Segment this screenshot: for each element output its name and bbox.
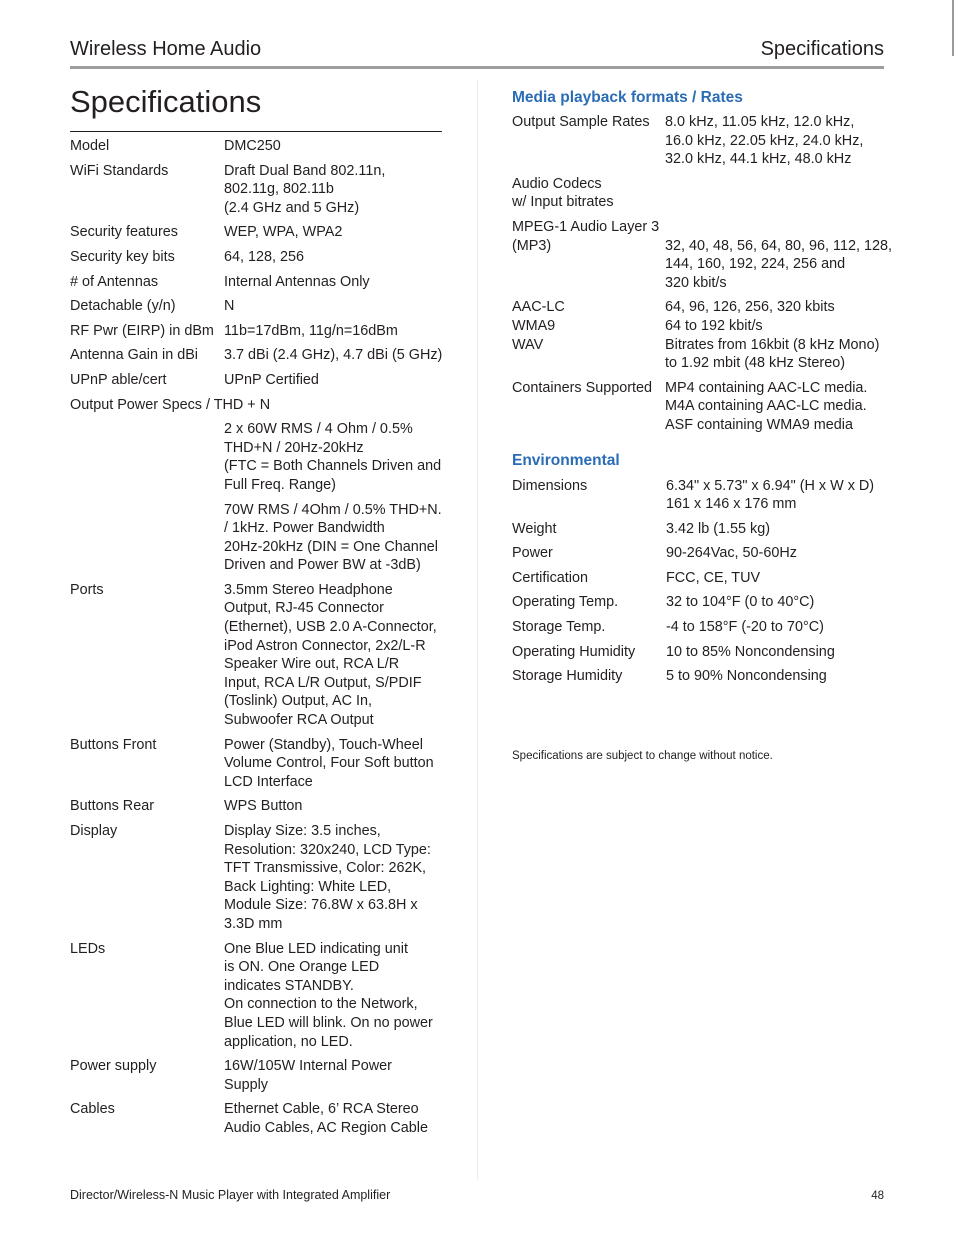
spec-row (70, 223, 450, 248)
spec-value-line: Input, RCA L/R Output, S/PDIF (224, 674, 422, 691)
spec-label: Buttons Front (70, 736, 157, 753)
spec-value-line: DMC250 (224, 138, 281, 154)
spec-value-line: Output, RJ-45 Connector (224, 600, 384, 617)
spec-label-line: WMA9 (512, 317, 556, 334)
environmental-section-heading: Environmental (512, 451, 620, 469)
spec-row (70, 346, 450, 371)
spec-value-line: 64 to 192 kbit/s (665, 317, 763, 334)
spec-label-line: Output Sample Rates (512, 114, 650, 130)
spec-value (224, 736, 450, 798)
spec-value (666, 569, 892, 594)
spec-row (70, 822, 450, 940)
spec-value-line: 16W/105W Internal Power (224, 1058, 392, 1075)
spec-value (224, 137, 450, 162)
spec-value-line: to 1.92 mbit (48 kHz Stereo) (665, 355, 845, 372)
spec-row (512, 643, 892, 668)
spec-value-line: WEP, WPA, WPA2 (224, 224, 343, 241)
spec-row (512, 477, 892, 520)
spec-value-line: THD+N / 20Hz-20kHz (224, 439, 364, 456)
spec-row (512, 113, 892, 175)
spec-row (512, 379, 892, 441)
spec-row (70, 940, 450, 1058)
spec-label (512, 667, 666, 692)
spec-value-line: Display Size: 3.5 inches, (224, 823, 381, 839)
spec-value-line: Internal Antennas Only (224, 273, 370, 290)
spec-label: Antenna Gain in dBi (70, 347, 199, 364)
spec-value-line: Bitrates from 16kbit (8 kHz Mono) (665, 336, 880, 353)
spec-value-line: 32.0 kHz, 44.1 kHz, 48.0 kHz (665, 151, 852, 168)
spec-row (70, 1057, 450, 1100)
spec-value-line: 32 to 104°F (0 to 40°C) (666, 594, 815, 611)
header-section-title: Wireless Home Audio (70, 38, 262, 60)
spec-value (224, 1057, 450, 1100)
spec-value (224, 162, 450, 224)
spec-value-line: 16.0 kHz, 22.05 kHz, 24.0 kHz, (665, 132, 864, 149)
spec-row (512, 175, 892, 218)
spec-value (224, 581, 450, 736)
spec-label: Ports (70, 581, 104, 598)
spec-value-line: 64, 96, 126, 256, 320 kbits (665, 299, 835, 316)
media-table (512, 113, 892, 441)
spec-row (512, 569, 892, 594)
spec-label: Output Power Specs / THD + N (70, 396, 271, 413)
spec-value-line: 11b=17dBm, 11g/n=16dBm (224, 322, 398, 339)
spec-value (666, 618, 892, 643)
spec-value-line: Resolution: 320x240, LCD Type: (224, 841, 431, 858)
spec-value-line: Volume Control, Four Soft button (224, 755, 434, 772)
spec-row (512, 520, 892, 545)
spec-value-line: 3.42 lb (1.55 kg) (666, 520, 770, 537)
spec-label (512, 520, 666, 545)
spec-label (512, 477, 666, 520)
spec-value (224, 248, 450, 273)
spec-row (70, 297, 450, 322)
spec-value-line (665, 218, 892, 237)
spec-label: WiFi Standards (70, 162, 169, 179)
spec-row (512, 298, 892, 378)
spec-row (512, 593, 892, 618)
spec-value-block (224, 501, 450, 575)
spec-value-line: Draft Dual Band 802.11n, (224, 162, 386, 179)
spec-label-line: WAV (512, 336, 544, 353)
spec-label: Model (70, 138, 110, 154)
spec-label (512, 569, 666, 594)
spec-value-line: (2.4 GHz and 5 GHz) (224, 199, 360, 216)
spec-value (224, 797, 450, 822)
spec-row (70, 396, 450, 421)
spec-value (666, 544, 892, 569)
spec-value-line: 320 kbit/s (665, 274, 727, 291)
spec-table (70, 137, 450, 1144)
spec-row (512, 618, 892, 643)
spec-value-line: 6.34" x 5.73" x 6.94" (H x W x D) (666, 477, 875, 494)
spec-label (512, 298, 665, 378)
spec-row (70, 371, 450, 396)
spec-label-empty (70, 420, 224, 581)
spec-label-line: Containers Supported (512, 379, 652, 396)
spec-row (70, 248, 450, 273)
spec-value-line: is ON. One Orange LED (224, 959, 380, 976)
spec-value-line: Blue LED will blink. On no power (224, 1014, 433, 1031)
spec-value (665, 379, 892, 441)
header-chapter-title: Specifications (760, 38, 884, 60)
spec-label: Cables (70, 1101, 115, 1118)
spec-row (512, 667, 892, 692)
spec-value (666, 667, 892, 692)
page-title: Specifications (70, 84, 262, 119)
spec-value-line: N (224, 298, 235, 315)
spec-value-line: MP4 containing AAC-LC media. (665, 379, 868, 396)
spec-label: Security key bits (70, 248, 175, 265)
title-rule (70, 131, 442, 132)
spec-value-line: 3.3D mm (224, 915, 283, 932)
spec-label-line: Operating Humidity (512, 643, 636, 660)
spec-value-line: Full Freq. Range) (224, 476, 336, 493)
spec-value-line: 5 to 90% Noncondensing (666, 668, 827, 685)
environmental-table (512, 477, 892, 692)
spec-value-line: 161 x 146 x 176 mm (666, 496, 797, 513)
spec-value-line: 10 to 85% Noncondensing (666, 643, 835, 660)
spec-value (224, 822, 450, 940)
spec-value-line: (Ethernet), USB 2.0 A-Connector, (224, 619, 437, 636)
spec-row (70, 797, 450, 822)
spec-row (70, 420, 450, 581)
spec-value-line: ASF containing WMA9 media (665, 416, 853, 433)
spec-label-line: Audio Codecs (512, 175, 602, 192)
spec-value-line: -4 to 158°F (-20 to 70°C) (666, 619, 824, 636)
column-divider (477, 80, 478, 1180)
spec-label: Buttons Rear (70, 798, 154, 815)
spec-label-line: (MP3) (512, 237, 552, 254)
spec-label: Detachable (y/n) (70, 298, 176, 315)
spec-row (70, 273, 450, 298)
spec-label: LEDs (70, 940, 106, 957)
spec-value (224, 371, 450, 396)
spec-label-line: Operating Temp. (512, 594, 619, 611)
spec-value-line: (FTC = Both Channels Driven and (224, 458, 442, 475)
change-notice: Specifications are subject to change without notice. (512, 750, 773, 762)
spec-label: Security features (70, 224, 178, 241)
spec-label-line: w/ Input bitrates (512, 194, 614, 211)
spec-value-line: Power (Standby), Touch-Wheel (224, 736, 423, 753)
spec-value (224, 1100, 450, 1143)
spec-value-line: 64, 128, 256 (224, 248, 305, 265)
spec-label (512, 618, 666, 643)
right-column (512, 88, 892, 692)
spec-value (666, 643, 892, 668)
spec-row (70, 581, 450, 736)
spec-label: # of Antennas (70, 273, 159, 290)
spec-value-line: LCD Interface (224, 773, 313, 790)
spec-row (70, 1100, 450, 1143)
spec-label-line: Certification (512, 569, 588, 586)
spec-label-line: Dimensions (512, 477, 588, 494)
spec-value-line: / 1kHz. Power Bandwidth (224, 520, 385, 537)
spec-label (512, 175, 665, 218)
spec-value-line: 144, 160, 192, 224, 256 and (665, 256, 846, 273)
media-section-heading: Media playback formats / Rates (512, 89, 743, 106)
spec-row (70, 322, 450, 347)
spec-value-line: 8.0 kHz, 11.05 kHz, 12.0 kHz, (665, 114, 855, 130)
spec-value (666, 520, 892, 545)
spec-label-line: MPEG-1 Audio Layer 3 (512, 218, 660, 235)
spec-value (665, 113, 892, 175)
spec-label: UPnP able/cert (70, 371, 167, 388)
spec-value (665, 298, 892, 378)
spec-value (665, 218, 892, 298)
spec-value-line: M4A containing AAC-LC media. (665, 398, 867, 415)
spec-label-line: Power (512, 545, 553, 562)
spec-value-line: 70W RMS / 4Ohm / 0.5% THD+N. (224, 501, 442, 518)
spec-value (224, 346, 450, 371)
spec-value-line: 3.5mm Stereo Headphone (224, 581, 393, 598)
spec-value-line: 32, 40, 48, 56, 64, 80, 96, 112, 128, (665, 237, 892, 254)
spec-row (512, 218, 892, 298)
spec-row (70, 736, 450, 798)
spec-value-line: 90-264Vac, 50-60Hz (666, 545, 797, 562)
spec-label (512, 643, 666, 668)
spec-value-line: Back Lighting: White LED, (224, 878, 392, 895)
spec-value-line: On connection to the Network, (224, 996, 418, 1013)
page-header (70, 36, 884, 69)
spec-label: Display (70, 823, 118, 839)
spec-value-line: (Toslink) Output, AC In, (224, 693, 372, 710)
spec-value-line: FCC, CE, TUV (666, 569, 761, 586)
spec-label (512, 544, 666, 569)
spec-value (224, 940, 450, 1058)
spec-value-line: Driven and Power BW at -3dB) (224, 557, 421, 574)
spec-value (224, 297, 450, 322)
spec-value-line: Audio Cables, AC Region Cable (224, 1119, 428, 1136)
spec-label (512, 113, 665, 175)
spec-value (224, 420, 450, 581)
spec-row (70, 137, 450, 162)
spec-value-line: 20Hz-20kHz (DIN = One Channel (224, 538, 438, 555)
spec-label-line: Storage Temp. (512, 619, 606, 636)
spec-value-line: UPnP Certified (224, 371, 319, 388)
spec-label: Power supply (70, 1058, 157, 1075)
spec-value (666, 593, 892, 618)
spec-value-line: Module Size: 76.8W x 63.8H x (224, 897, 418, 914)
footer-page-number: 48 (871, 1190, 884, 1202)
spec-label: RF Pwr (EIRP) in dBm (70, 322, 214, 339)
spec-label (512, 379, 665, 441)
spec-label (512, 218, 665, 298)
spec-value-line: Ethernet Cable, 6’ RCA Stereo (224, 1101, 419, 1118)
spec-value (224, 223, 450, 248)
spec-value-line: Subwoofer RCA Output (224, 712, 374, 729)
spec-value-line: WPS Button (224, 798, 303, 815)
spec-label (512, 593, 666, 618)
spec-value-line: 2 x 60W RMS / 4 Ohm / 0.5% (224, 421, 413, 438)
spec-value-line: Speaker Wire out, RCA L/R (224, 656, 400, 673)
spec-label-line: AAC-LC (512, 299, 565, 316)
spec-label-line: Weight (512, 520, 557, 537)
spec-value-line: 802.11g, 802.11b (224, 181, 334, 198)
spec-value-line: One Blue LED indicating unit (224, 940, 408, 957)
spec-row (512, 544, 892, 569)
spec-value-block (224, 420, 450, 494)
spec-value-line: application, no LED. (224, 1033, 353, 1050)
spec-value-line: 3.7 dBi (2.4 GHz), 4.7 dBi (5 GHz) (224, 347, 443, 364)
spec-value (224, 273, 450, 298)
spec-value (666, 477, 892, 520)
spec-value-line: indicates STANDBY. (224, 977, 354, 994)
footer-product-name: Director/Wireless-N Music Player with Integrated Amplifier (70, 1188, 391, 1202)
spec-row (70, 162, 450, 224)
spec-value-line: TFT Transmissive, Color: 262K, (224, 860, 427, 877)
spec-value-line: Supply (224, 1076, 269, 1093)
spec-value (665, 175, 892, 218)
spec-label-line: Storage Humidity (512, 668, 623, 685)
spec-value (224, 322, 450, 347)
spec-value-line: iPod Astron Connector, 2x2/L-R (224, 637, 426, 654)
